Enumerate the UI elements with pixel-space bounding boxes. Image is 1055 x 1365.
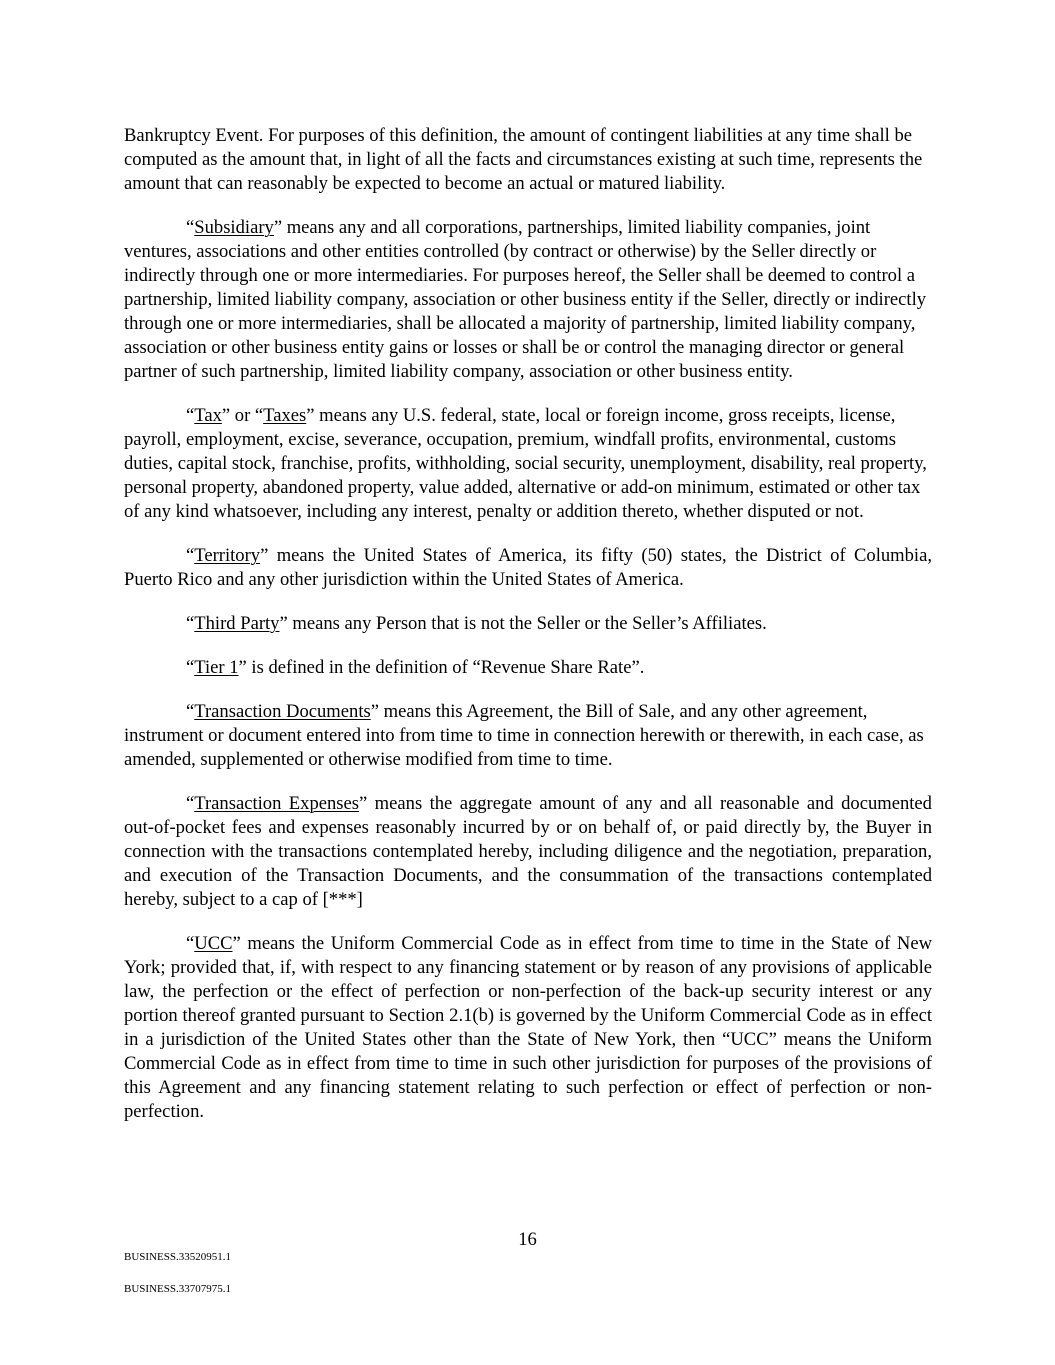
page-number: 16 (518, 1229, 537, 1250)
defined-term-third-party: Third Party (194, 613, 280, 634)
paragraph-text: Bankruptcy Event. For purposes of this definition, the amount of contingent liabilities at any time shall be computed as the amount that, in light of all the facts and circumstances existing at such time, represents the amount that can reasonably be expected to become an actual or matured liability. (124, 125, 923, 194)
open-quote: “ (186, 793, 195, 814)
document-body (124, 124, 932, 1144)
definition-ucc (124, 932, 932, 1124)
definition-text: ” means this Agreement, the Bill of Sale, and any other agreement, instrument or document entered into from time to time in connection herewith or therewith, in each case, as amended, supplemented or otherwise modified from time to time. (124, 701, 924, 770)
definition-tax (124, 404, 932, 524)
open-quote: “ (186, 701, 195, 722)
definition-subsidiary (124, 216, 932, 384)
open-quote: “ (186, 657, 195, 678)
definition-text: ” means any Person that is not the Seller or the Seller’s Affiliates. (279, 613, 767, 634)
defined-term-territory: Territory (194, 545, 261, 566)
definition-text: ” means any U.S. federal, state, local or foreign income, gross receipts, license, payroll, employment, excise, severance, occupation, premium, windfall profits, environmental, customs duties, capital stock, franchise, profits, withholding, social security, unemployment, disability, real property, personal property, abandoned property, value added, alternative or add-on minimum, estimated or other tax of any kind whatsoever, including any interest, penalty or addition thereto, whether disputed or not. (124, 405, 927, 522)
open-quote: “ (186, 217, 195, 238)
document-id-2: BUSINESS.33707975.1 (124, 1283, 231, 1295)
document-id-1: BUSINESS.33520951.1 (124, 1251, 231, 1263)
open-quote: “ (186, 545, 195, 566)
defined-term-transaction-expenses: Transaction Expenses (194, 793, 360, 814)
definition-text: ” means the Uniform Commercial Code as in effect from time to time in the State of New York; provided that, if, with respect to any financing statement or by reason of any provisions of applicable law, the perfection or the effect of perfection or non-perfection of the back-up security interest or any portion thereof granted pursuant to Section 2.1(b) is governed by the Uniform Commercial Code as in effect in a jurisdiction of the United States other than the State of New York, then “UCC” means the Uniform Commercial Code as in effect from time to time in such other jurisdiction for purposes of the provisions of this Agreement and any financing statement relating to such perfection or effect of perfection or non-perfection. (124, 933, 932, 1122)
term-connector: ” or “ (221, 405, 264, 426)
open-quote: “ (186, 405, 195, 426)
definition-transaction-documents (124, 700, 932, 772)
definition-transaction-expenses (124, 792, 932, 912)
defined-term-tax: Tax (194, 405, 222, 426)
definition-text: ” means the aggregate amount of any and all reasonable and documented out-of-pocket fees and expenses reasonably incurred by or on behalf of, or paid directly by, the Buyer in connection with the transactions contemplated hereby, including diligence and the negotiation, preparation, and execution of the Transaction Documents, and the consummation of the transactions contemplated hereby, subject to a cap of [***] (124, 793, 932, 910)
definition-text: ” means any and all corporations, partnerships, limited liability companies, joint ventures, associations and other entities controlled (by contract or otherwise) by the Seller directly or indirectly through one or more intermediaries. For purposes hereof, the Seller shall be deemed to control a partnership, limited liability company, association or other business entity if the Seller, directly or indirectly through one or more intermediaries, shall be allocated a majority of partnership, limited liability company, association or other business entity gains or losses or shall be or control the managing director or general partner of such partnership, limited liability company, association or other business entity. (124, 217, 927, 382)
open-quote: “ (186, 613, 195, 634)
open-quote: “ (186, 933, 195, 954)
definition-tier-1 (124, 656, 932, 680)
definition-text: ” is defined in the definition of “Revenue Share Rate”. (238, 657, 645, 678)
definition-third-party (124, 612, 932, 636)
defined-term-subsidiary: Subsidiary (194, 217, 274, 238)
paragraph-bankruptcy-continuation (124, 124, 932, 196)
defined-term-taxes: Taxes (263, 405, 307, 426)
defined-term-ucc: UCC (194, 933, 233, 954)
defined-term-transaction-documents: Transaction Documents (194, 701, 371, 722)
definition-territory (124, 544, 932, 592)
defined-term-tier-1: Tier 1 (194, 657, 239, 678)
definition-text: ” means the United States of America, its fifty (50) states, the District of Columbia, Puerto Rico and any other jurisdiction within the United States of America. (124, 545, 932, 590)
